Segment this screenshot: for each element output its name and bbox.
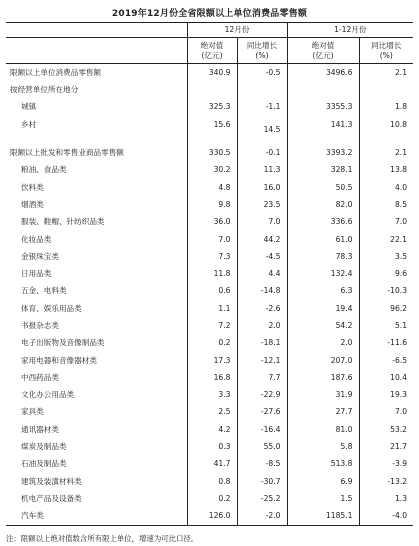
cell-ytd-value: 3355.3: [287, 99, 359, 116]
cell-category: 石油及制品类: [21, 459, 67, 469]
cell-month-growth: 2.0: [237, 317, 287, 334]
cell-month-growth: -4.5: [237, 248, 287, 265]
cell-ytd-growth: 4.0: [359, 179, 413, 196]
header-unit: (%): [379, 50, 393, 60]
cell-category: 汽车类: [6, 507, 187, 525]
cell-month-growth: [237, 81, 287, 98]
cell-ytd-value: 207.0: [287, 352, 359, 369]
cell-category: 家具类: [21, 407, 44, 417]
table-row: [6, 490, 413, 507]
header-label: 绝对值: [200, 41, 224, 51]
cell-ytd-growth: 10.4: [359, 369, 413, 386]
cell-month-value: 4.2: [187, 421, 237, 438]
cell-category: 烟酒类: [21, 199, 44, 209]
cell-month-value: 0.3: [187, 438, 237, 455]
cell-ytd-value: 6.3: [287, 283, 359, 300]
table-row: [6, 213, 413, 230]
table-row: [6, 317, 413, 334]
cell-category: 日用品类: [21, 269, 52, 279]
cell-ytd-value: 19.4: [287, 300, 359, 317]
table-row: [6, 179, 413, 196]
table-row: [6, 473, 413, 490]
header-unit: (%): [255, 50, 269, 60]
cell-ytd-value: 513.8: [287, 456, 359, 473]
cell-month-growth: -12.1: [237, 352, 287, 369]
cell-month-value: 0.2: [187, 490, 237, 507]
table-row: [6, 196, 413, 213]
cell-ytd-growth: -11.6: [359, 334, 413, 351]
cell-month-value: 0.6: [187, 283, 237, 300]
cell-category: 按经营单位所在地分: [10, 85, 79, 95]
cell-ytd-growth: 7.0: [359, 404, 413, 421]
cell-month-growth: -0.5: [237, 64, 287, 82]
cell-month-growth: -18.1: [237, 334, 287, 351]
header-month-value: [187, 38, 237, 64]
cell-ytd-value: 5.8: [287, 438, 359, 455]
cell-month-growth: -14.8: [237, 283, 287, 300]
cell-ytd-growth: [359, 134, 413, 144]
table-row: [6, 507, 413, 525]
retail-sales-table: [6, 22, 413, 526]
table-row: [6, 352, 413, 369]
header-month-growth: [237, 38, 287, 64]
cell-month-growth: 44.2: [237, 231, 287, 248]
cell-month-value: [187, 134, 237, 144]
document-title: 2019年12月份全省限额以上单位消费品零售额: [111, 9, 308, 19]
cell-ytd-value: 27.7: [287, 404, 359, 421]
cell-month-growth: 11.3: [237, 161, 287, 178]
cell-month-value: 7.2: [187, 317, 237, 334]
cell-ytd-growth: 2.1: [359, 64, 413, 82]
cell-ytd-growth: [359, 81, 413, 98]
cell-month-value: 7.3: [187, 248, 237, 265]
table-row: [6, 161, 413, 178]
header-ytd-growth: [359, 38, 413, 64]
header-label: 绝对值: [311, 41, 335, 51]
cell-month-value: 340.9: [187, 64, 237, 82]
cell-ytd-growth: 13.8: [359, 161, 413, 178]
cell-category: 服装、鞋帽、针纺织品类: [21, 217, 105, 227]
cell-month-growth: 7.0: [237, 213, 287, 230]
cell-ytd-growth: -13.2: [359, 473, 413, 490]
cell-category: 饮料类: [21, 182, 44, 192]
cell-ytd-value: 3496.6: [287, 64, 359, 82]
cell-ytd-value: 6.9: [287, 473, 359, 490]
cell-ytd-growth: 9.6: [359, 265, 413, 282]
cell-month-value: 0.8: [187, 473, 237, 490]
cell-category: [6, 134, 187, 144]
cell-ytd-value: 81.0: [287, 421, 359, 438]
header-period-month: 12月份: [187, 23, 287, 38]
cell-month-value: 0.2: [187, 334, 237, 351]
cell-month-growth: [237, 134, 287, 144]
cell-month-growth: -22.9: [237, 386, 287, 403]
cell-category: 煤炭及制品类: [21, 442, 67, 452]
cell-category: 粮油、食品类: [21, 165, 67, 175]
cell-month-growth: -16.4: [237, 421, 287, 438]
cell-category: 电子出版物及音像制品类: [21, 338, 105, 348]
cell-month-value: 15.6: [187, 116, 237, 134]
cell-month-value: 7.0: [187, 231, 237, 248]
table-row: [6, 64, 413, 82]
table-row: [6, 144, 413, 161]
cell-month-growth: 23.5: [237, 196, 287, 213]
cell-ytd-growth: -3.9: [359, 456, 413, 473]
cell-ytd-value: 328.1: [287, 161, 359, 178]
cell-ytd-growth: 5.1: [359, 317, 413, 334]
table-row: [6, 99, 413, 116]
cell-month-value: 17.3: [187, 352, 237, 369]
cell-month-value: 3.3: [187, 386, 237, 403]
cell-ytd-value: 1185.1: [287, 507, 359, 525]
cell-month-value: 36.0: [187, 213, 237, 230]
table-row: [6, 334, 413, 351]
cell-ytd-growth: 2.1: [359, 144, 413, 161]
cell-month-growth: 7.7: [237, 369, 287, 386]
cell-ytd-growth: 22.1: [359, 231, 413, 248]
header-unit: (亿元): [201, 50, 223, 60]
cell-ytd-value: [287, 81, 359, 98]
cell-ytd-growth: -6.5: [359, 352, 413, 369]
cell-category: 通讯器材类: [21, 424, 59, 434]
table-row: [6, 248, 413, 265]
cell-month-growth: 14.5: [237, 116, 287, 134]
cell-month-value: 41.7: [187, 456, 237, 473]
cell-category: 乡村: [21, 120, 37, 130]
table-row: [6, 300, 413, 317]
cell-month-value: [187, 81, 237, 98]
cell-ytd-value: 61.0: [287, 231, 359, 248]
cell-ytd-growth: -10.3: [359, 283, 413, 300]
cell-month-growth: -2.0: [237, 507, 287, 525]
table-row: [6, 116, 413, 134]
header-period-ytd: 1-12月份: [287, 23, 413, 38]
cell-month-growth: -0.1: [237, 144, 287, 161]
cell-ytd-value: 31.9: [287, 386, 359, 403]
cell-month-value: 1.1: [187, 300, 237, 317]
cell-category: 化妆品类: [21, 234, 52, 244]
cell-category: 家用电器和音像器材类: [21, 355, 97, 365]
cell-category: 体育、娱乐用品类: [21, 303, 82, 313]
cell-ytd-growth: 19.3: [359, 386, 413, 403]
table-row: [6, 81, 413, 98]
header-blank: [6, 23, 187, 38]
header-blank-2: [6, 38, 187, 64]
cell-month-growth: 16.0: [237, 179, 287, 196]
cell-category: 金银珠宝类: [21, 251, 59, 261]
cell-ytd-growth: 10.8: [359, 116, 413, 134]
cell-ytd-growth: -4.0: [359, 507, 413, 525]
cell-ytd-value: 336.6: [287, 213, 359, 230]
cell-ytd-growth: 3.5: [359, 248, 413, 265]
cell-month-value: 330.5: [187, 144, 237, 161]
table-row: [6, 369, 413, 386]
header-label: 同比增长: [371, 41, 402, 51]
table-body: [6, 64, 413, 526]
cell-ytd-growth: 8.5: [359, 196, 413, 213]
cell-ytd-value: 141.3: [287, 116, 359, 134]
cell-ytd-growth: 1.3: [359, 490, 413, 507]
footnote: 注：限额以上绝对值数含所有限上单位，增速为可比口径。: [6, 534, 199, 543]
cell-month-growth: 55.0: [237, 438, 287, 455]
cell-ytd-growth: 96.2: [359, 300, 413, 317]
cell-month-value: 4.8: [187, 179, 237, 196]
cell-category: 城镇: [21, 102, 37, 112]
cell-ytd-growth: 7.0: [359, 213, 413, 230]
cell-ytd-growth: 21.7: [359, 438, 413, 455]
table-row: [6, 283, 413, 300]
cell-category: 限额以上批发和零售业商品零售额: [10, 148, 124, 158]
cell-category: 书报杂志类: [21, 321, 59, 330]
cell-ytd-value: 3393.2: [287, 144, 359, 161]
table-row: [6, 134, 413, 144]
cell-ytd-value: [287, 134, 359, 144]
cell-ytd-value: 54.2: [287, 317, 359, 334]
cell-ytd-value: 82.0: [287, 196, 359, 213]
header-ytd-value: [287, 38, 359, 64]
cell-ytd-growth: 1.8: [359, 99, 413, 116]
cell-month-value: 325.3: [187, 99, 237, 116]
table-row: [6, 438, 413, 455]
cell-month-value: 126.0: [187, 507, 237, 525]
cell-month-value: 16.8: [187, 369, 237, 386]
cell-month-growth: -30.7: [237, 473, 287, 490]
cell-category: 文化办公用品类: [21, 390, 75, 400]
cell-month-growth: -2.6: [237, 300, 287, 317]
table-row: [6, 456, 413, 473]
table-row: [6, 265, 413, 282]
cell-month-value: 9.8: [187, 196, 237, 213]
cell-category: 限额以上单位消费品零售额: [10, 67, 102, 77]
table-row: [6, 404, 413, 421]
cell-month-growth: -25.2: [237, 490, 287, 507]
cell-category: 机电产品及设备类: [21, 493, 82, 503]
cell-ytd-value: 78.3: [287, 248, 359, 265]
table-row: [6, 421, 413, 438]
cell-ytd-growth: 53.2: [359, 421, 413, 438]
cell-ytd-value: 132.4: [287, 265, 359, 282]
cell-month-growth: -27.6: [237, 404, 287, 421]
cell-month-growth: 4.4: [237, 265, 287, 282]
table-row: [6, 231, 413, 248]
cell-month-value: 11.8: [187, 265, 237, 282]
cell-category: 中西药品类: [21, 372, 59, 382]
header-label: 同比增长: [246, 41, 278, 51]
cell-month-value: 2.5: [187, 404, 237, 421]
cell-month-growth: -8.5: [237, 456, 287, 473]
cell-ytd-value: 50.5: [287, 179, 359, 196]
cell-ytd-value: 187.6: [287, 369, 359, 386]
cell-ytd-value: 1.5: [287, 490, 359, 507]
cell-month-value: 30.2: [187, 161, 237, 178]
table-row: [6, 386, 413, 403]
cell-month-growth: -1.1: [237, 99, 287, 116]
cell-ytd-value: 2.0: [287, 334, 359, 351]
cell-category: 建筑及装潢材料类: [21, 476, 82, 486]
header-unit: (亿元): [312, 50, 334, 60]
cell-category: 五金、电料类: [21, 286, 67, 296]
